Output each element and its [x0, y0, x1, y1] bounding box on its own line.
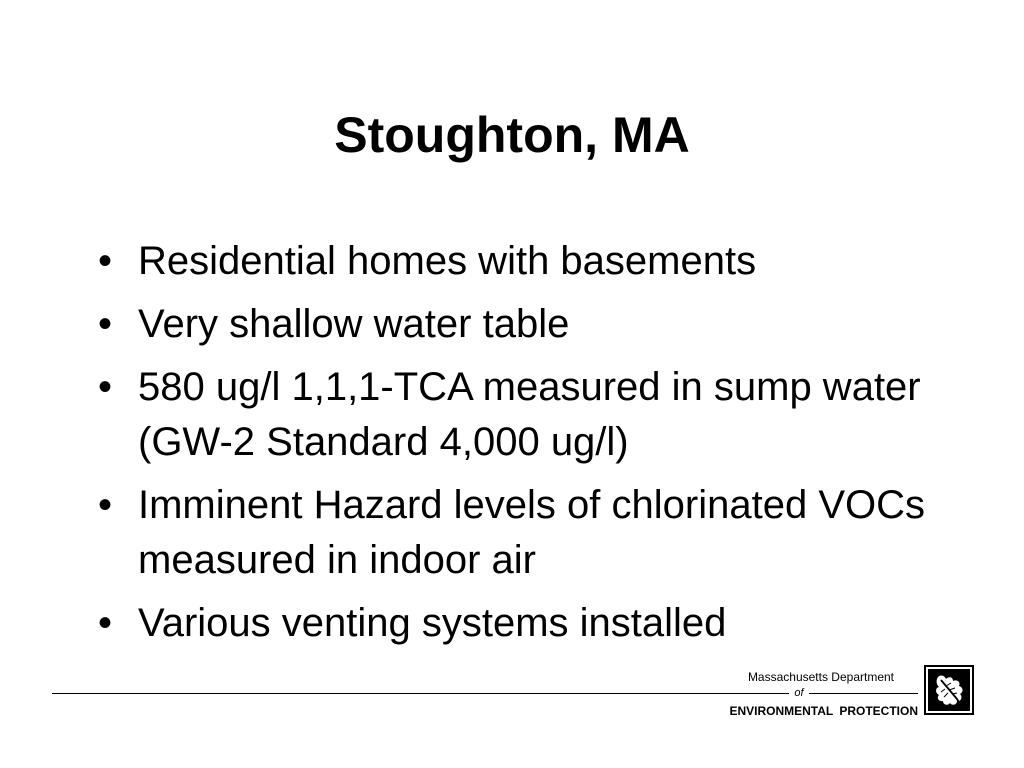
bullet-text: 580 ug/l 1,1,1-TCA measured in sump water (GW-2 Standard 4,000 ug/l): [138, 365, 921, 464]
bullet-marker: •: [98, 239, 113, 283]
department-of: of: [789, 686, 809, 700]
bullet-marker: •: [98, 365, 113, 409]
footer-rule-left: [52, 693, 789, 694]
bullet-list: [98, 234, 928, 659]
department-name: Massachusetts Department: [747, 670, 894, 684]
oak-leaf-icon: [924, 665, 974, 715]
bullet-marker: •: [98, 302, 113, 346]
footer-rule-right: [809, 693, 918, 694]
bullet-item: [98, 478, 928, 588]
bullet-marker: •: [98, 483, 113, 527]
bullet-text: Imminent Hazard levels of chlorinated VOCs measured in indoor air: [138, 483, 925, 582]
slide-title: Stoughton, MA: [334, 107, 690, 163]
department-division: ENVIRONMENTAL PROTECTION: [729, 704, 918, 718]
bullet-item: [98, 596, 928, 651]
bullet-marker: •: [98, 601, 113, 645]
bullet-text: Very shallow water table: [138, 302, 570, 346]
bullet-item: [98, 234, 928, 289]
bullet-item: [98, 360, 928, 470]
bullet-text: Various venting systems installed: [138, 601, 727, 645]
bullet-text: Residential homes with basements: [138, 239, 757, 283]
bullet-item: [98, 297, 928, 352]
